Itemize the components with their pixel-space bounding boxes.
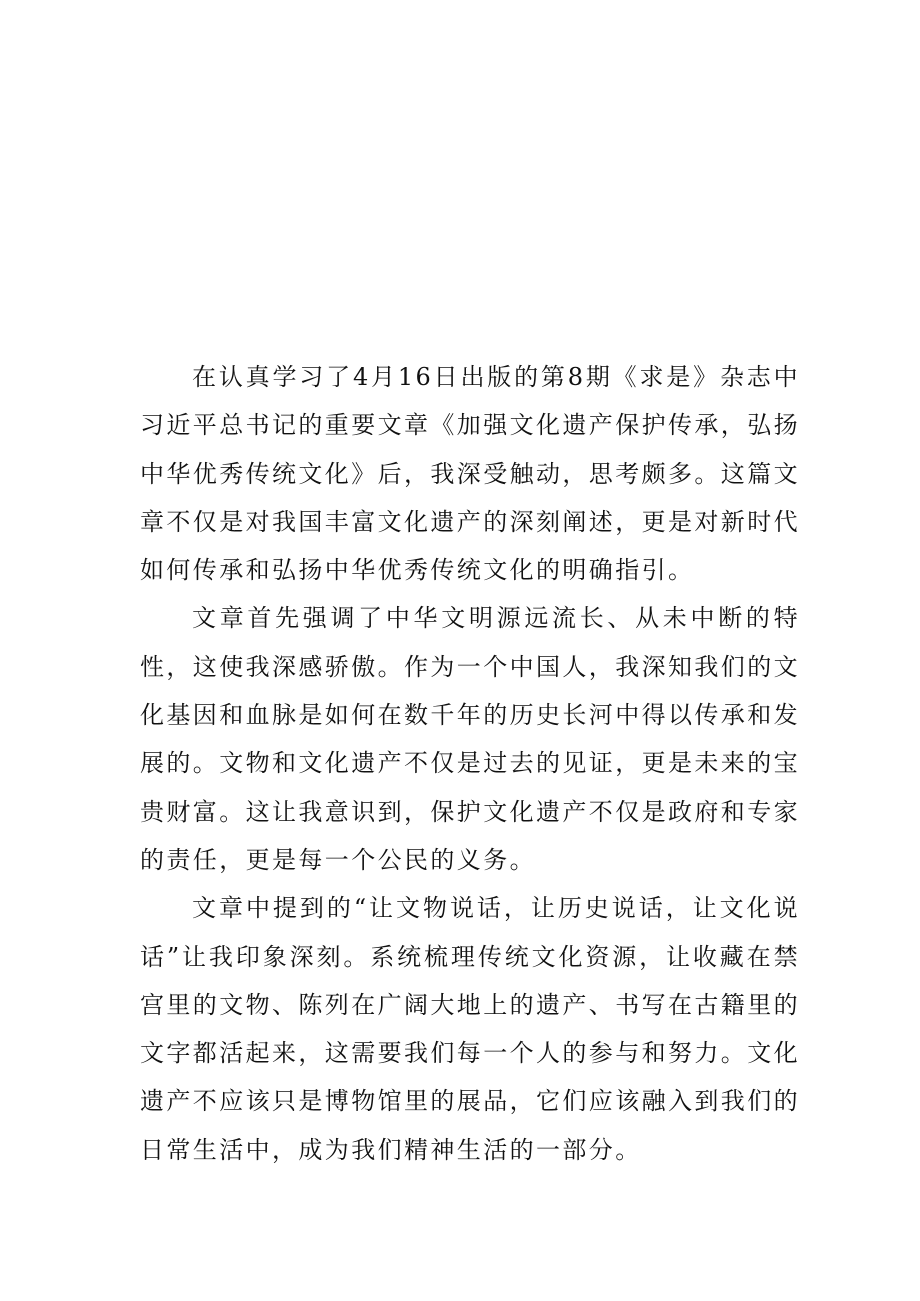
paragraph-2: 文章首先强调了中华文明源远流长、从未中断的特性，这使我深感骄傲。作为一个中国人，我深知我们的文化基因和血脉是如何在数千年的历史长河中得以传承和发展的。文物和文化遗产不仅是过去的见证，更是未来的宝贵财富。这让我意识到，保护文化遗产不仅是政府和专家的责任，更是每一个公民的义务。 <box>140 604 800 874</box>
document-body <box>140 353 800 1174</box>
paragraph-3: 文章中提到的“让文物说话，让历史说话，让文化说话”让我印象深刻。系统梳理传统文化资源，让收藏在禁宫里的文物、陈列在广阔大地上的遗产、书写在古籍里的文字都活起来，这需要我们每一个人的参与和努力。文化遗产不应该只是博物馆里的展品，它们应该融入到我们的日常生活中，成为我们精神生活的一部分。 <box>140 894 800 1164</box>
paragraph-1: 在认真学习了4月16日出版的第8期《求是》杂志中习近平总书记的重要文章《加强文化遗产保护传承，弘扬中华优秀传统文化》后，我深受触动，思考颇多。这篇文章不仅是对我国丰富文化遗产的深刻阐述，更是对新时代如何传承和弘扬中华优秀传统文化的明确指引。 <box>140 363 800 585</box>
